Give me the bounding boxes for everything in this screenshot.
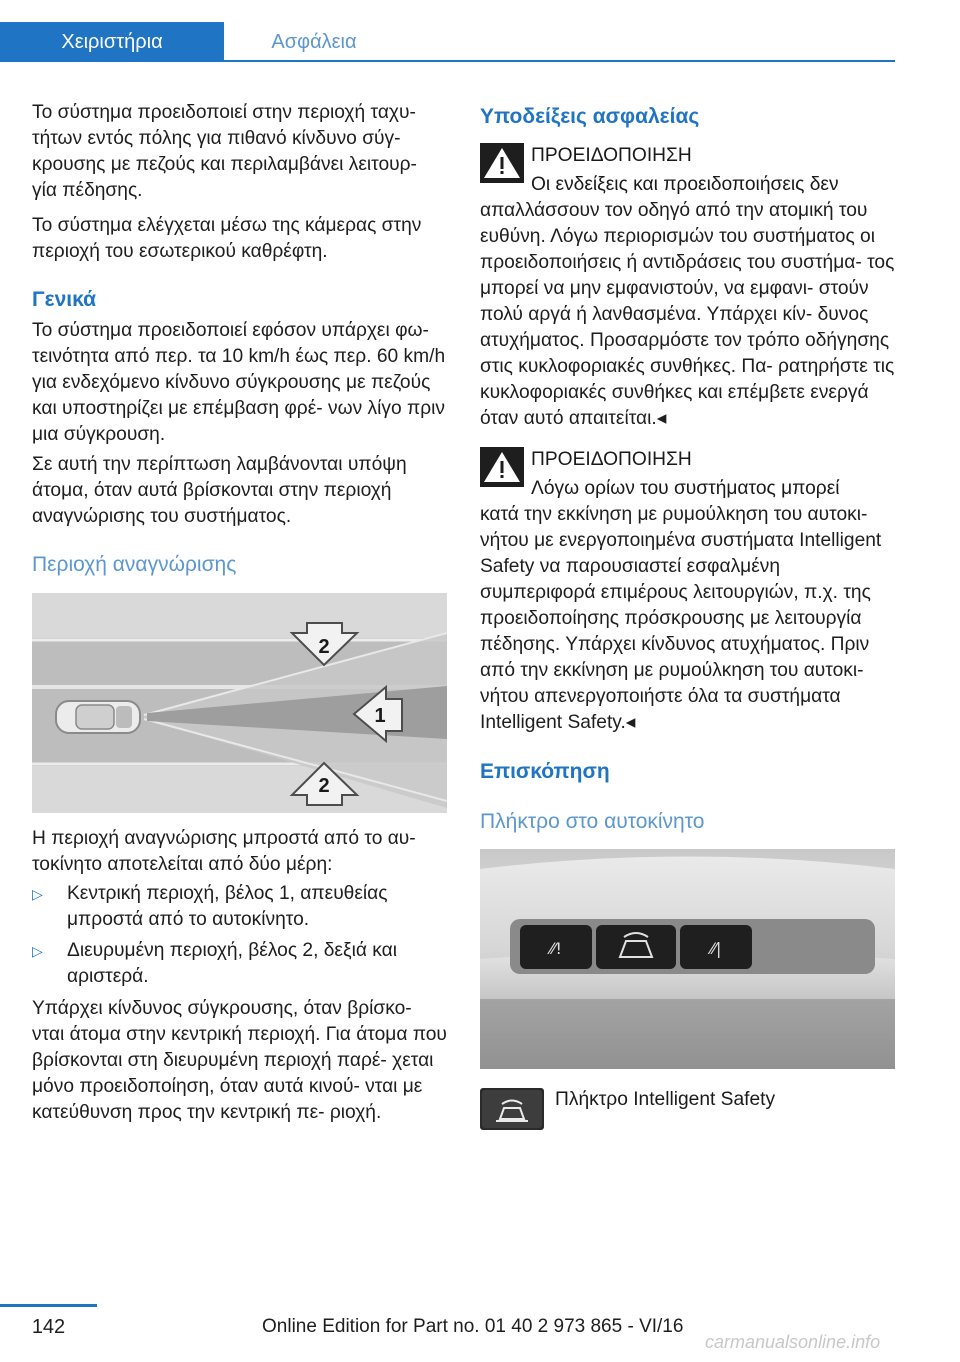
- footer-divider: [0, 1304, 97, 1307]
- lane-warning-icon: ⁄⁄!: [550, 939, 562, 958]
- heading-detection-area: Περιοχή αναγνώρισης: [32, 553, 237, 576]
- heading-overview: Επισκόπηση: [480, 760, 610, 783]
- warning-icon: [480, 143, 524, 183]
- camera-paragraph: Το σύστημα ελέγχεται μέσω της κάμερας στην περιοχή του εσωτερικού καθρέφτη.: [32, 215, 422, 262]
- triangle-bullet-icon: ▷: [32, 943, 43, 959]
- footer-edition: Online Edition for Part no. 01 40 2 973 865 - VI/16: [262, 1316, 684, 1337]
- warning-2-text: κατά την εκκίνηση με ρυμούλκηση του αυτοκι‐ νήτου με ενεργοποιημένα συστήματα Intelligent Safety να παρουσιαστεί εσφαλμένη συμπεριφορά επιμέρους λειτουργιών, π.χ. της προειδοποίησης πρόσκρουσης με λειτουργία πέδησης. Υπάρχει κίνδυνος ατυχήματος. Πριν από την εκκίνηση με ρυμούλκηση του αυτοκι‐ νήτου απενεργοποιήστε όλα τα συστήματα Intelligent Safety.◂: [480, 504, 882, 733]
- heading-button-in-vehicle: Πλήκτρο στο αυτοκίνητο: [480, 810, 705, 833]
- watermark: carmanualsonline.info: [705, 1332, 881, 1352]
- tab-safety[interactable]: Ασφάλεια: [271, 30, 357, 53]
- bullet-extended-area: [32, 938, 447, 990]
- detection-paragraph: Η περιοχή αναγνώρισης μπροστά από το αυ‐ τοκίνητο αποτελείται από δύο μέρη:: [32, 828, 416, 875]
- bullet-text: Διευρυμένη περιοχή, βέλος 2, δεξιά και αριστερά.: [67, 940, 397, 987]
- persons-paragraph: Σε αυτή την περίπτωση λαμβάνονται υπόψη άτομα, όταν αυτά βρίσκονται στην περιοχή αναγνώρισης του συστήματος.: [32, 454, 407, 527]
- bullet-text: Κεντρική περιοχή, βέλος 1, απευθείας μπροστά από το αυτοκίνητο.: [67, 883, 388, 930]
- warning-1-text-first-line: Οι ενδείξεις και προειδοποιήσεις δεν: [531, 174, 839, 195]
- warning-icon: [480, 447, 524, 487]
- heading-safety-notes: Υποδείξεις ασφαλείας: [480, 105, 700, 128]
- intelligent-safety-button-icon: [480, 1088, 544, 1130]
- lane-keeping-icon: ⁄⁄|: [710, 939, 722, 958]
- label-arrow-2-bottom: 2: [318, 775, 330, 797]
- warning-2-text-first-line: Λόγω ορίων του συστήματος μπορεί: [531, 478, 840, 499]
- tab-controls[interactable]: Χειριστήρια: [0, 22, 224, 62]
- warning-1-text: απαλλάσσουν τον οδηγό από την ατομική του ευθύνη. Λόγω περιορισμών του συστήματος οι προειδοποιήσεις ή αντιδράσεις του συστήμα‐ τος μπορεί να μην εμφανιστούν, να εμφανι‐ στούν πολύ αργά ή λανθασμένα. Υπάρχει κίν‐ δυνος ατυχήματος. Προσαρμόστε τον τρόπο οδήγησης στις κυκλοφοριακές συνθήκες. Πα‐ ρατηρήστε τις κυκλοφοριακές συνθήκες και επέμβετε ενεργά όταν αυτό απαιτείται.◂: [480, 200, 895, 429]
- warning-1-title: ΠΡΟΕΙΔΟΠΟΙΗΣΗ: [531, 145, 692, 166]
- detection-area-diagram: [32, 593, 447, 813]
- label-arrow-2-top: 2: [318, 636, 330, 658]
- heading-general: Γενικά: [32, 288, 97, 311]
- button-caption: Πλήκτρο Intelligent Safety: [555, 1089, 776, 1110]
- bullet-central-area: [32, 881, 447, 933]
- label-arrow-1: 1: [374, 705, 386, 727]
- triangle-bullet-icon: ▷: [32, 886, 43, 902]
- header-divider: [224, 60, 895, 62]
- general-paragraph: Το σύστημα προειδοποιεί εφόσον υπάρχει φω‐ τεινότητα από περ. τα 10 km/h έως περ. 60 km/h για ενδεχόμενο κίνδυνο σύγκρουσης με πεζούς και υποστηρίζει με επέμβαση φρέ‐ νων λίγο πριν μια σύγκρουση.: [32, 320, 446, 445]
- collision-risk-paragraph: Υπάρχει κίνδυνος σύγκρουσης, όταν βρίσκο‐ νται άτομα στην κεντρική περιοχή. Για άτομα που βρίσκονται στη διευρυμένη περιοχή παρέ‐ χεται μόνο προειδοποίηση, όταν αυτά κινού‐ νται με κατεύθυνση προς την κεντρική πε‐ ριοχή.: [32, 998, 447, 1123]
- intro-paragraph: Το σύστημα προειδοποιεί στην περιοχή ταχυ‐ τήτων εντός πόλης για πιθανό κίνδυνο σύγ‐ κρουσης με πεζούς και περιλαμβάνει λειτουρ‐ γία πέδησης.: [32, 102, 417, 201]
- page-number: 142: [31, 1316, 66, 1338]
- button-panel-photo: [480, 849, 895, 1069]
- warning-2-title: ΠΡΟΕΙΔΟΠΟΙΗΣΗ: [531, 449, 692, 470]
